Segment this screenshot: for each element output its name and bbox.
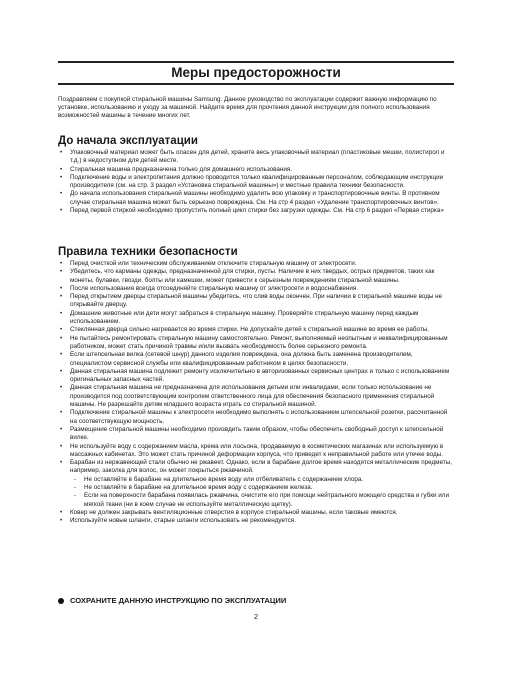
list-item: • После использования всегда отсоединяйте стиральную машину от электросети и водоснабжения. — [58, 285, 454, 293]
list-item: • Используйте новые шланги, старые шланги использовать не рекомендуется. — [58, 517, 454, 525]
sub-list-item: - Не оставляйте в барабане на длительное время воду или отбеливатель с содержанием хлора. — [74, 476, 454, 484]
list-item: • Ковер не должен закрывать вентиляционные отверстия в корпусе стиральной машины, если таковые имеются. — [58, 509, 454, 517]
list-item: • Не используйте воду с содержанием масла, крема или лосьона, продаваемую в косметических магазинах или используемую в массажных кабинетах. Это может стать причиной деформации корпуса, что приведет к неправильной работе или утечке воды. — [58, 443, 454, 460]
page-number: 2 — [253, 612, 259, 621]
list-item: • Перед первой стиркой необходимо пропустить полный цикл стирки без загрузки одежды. См. На стр 6 раздел «Первая стирка» — [58, 207, 454, 215]
list-item: • Подключение стиральной машины к электросети необходимо выполнять с использованием штепсельной розетки, рассчитанной на соответствующую мощность. — [58, 409, 454, 426]
list-item: • Стеклянная дверца сильно нагревается во время стирки. Не допускайте детей к стиральной машине во время ее работы. — [58, 326, 454, 334]
page-title: Меры предосторожности — [171, 65, 341, 80]
list-item: • Убедитесь, что карманы одежды, предназначенной для стирки, пусты. Наличие в них твердых, острых предметов, таких как монеты, булавки, гвозди, болты или камешки, может привести к серьезным повреждениям стиральной машины. — [58, 268, 454, 285]
list-item: • Стиральная машина предназначена только для домашнего использования. — [58, 166, 454, 174]
list-item: • Данная стиральная машина не предназначена для использования детьми или инвалидами, если только использование не производится под соответствующим контролем ответственного лица для обеспечения безопасного применения стиральной машины. Не разрешайте детям младшего возраста играть со стиральной машиной. — [58, 384, 454, 409]
sub-list — [70, 476, 454, 509]
bullet-dot-icon — [58, 598, 64, 604]
list-item: • Перед очисткой или техническим обслуживанием отключите стиральную машину от электросети. — [58, 260, 454, 268]
list-item: • Подключение воды и электропитания должно проводится только квалифицированным персоналом, соблюдающим инструкции производителя (см. на стр. 3 раздел «Установка стиральной машины») и местные правила техники безопасности. — [58, 174, 454, 191]
section-heading-before-use: До начала эксплуатации — [58, 135, 198, 147]
keep-instructions-note — [58, 596, 286, 606]
keep-instructions-text: СОХРАНИТЕ ДАННУЮ ИНСТРУКЦИЮ ПО ЭКСПЛУАТАЦИИ — [70, 596, 287, 605]
sub-list-item: - Если на поверхности барабана появилась ржавчина, очистите его при помощи нейтрального моющего средства и губки или мягкой ткани (ни в коем случае не используйте металлическую щетку). — [74, 492, 454, 509]
list-item: • До начала использования стиральной машины необходимо удалить всю упаковку и транспортировочные винты. В противном случае стиральная машина может быть серьезно повреждена. См. На стр 4 раздел «Удаление транспортировочных винтов». — [58, 190, 454, 207]
list-item: • Не пытайтесь ремонтировать стиральную машину самостоятельно. Ремонт, выполняемый неопытным и неквалифицированным работником, может стать причиной травмы и/или вызвать необходимость более серьезного ремонта. — [58, 335, 454, 352]
title-top-rule — [58, 61, 454, 63]
section-heading-safety-rules: Правила техники безопасности — [58, 246, 238, 258]
list-item: • Если штепсельная вилка (сетевой шнур) данного изделия повреждена, она должна быть заменена производителем, специалистом сервисной службы или квалифицированным работником в целях безопасности. — [58, 351, 454, 368]
title-bottom-rule — [58, 83, 454, 85]
list-item: • Перед открытием дверцы стиральной машины убедитесь, что слив воды окончен. При наличии в стиральной машине воды не открывайте дверцу. — [58, 293, 454, 310]
sub-list-item: - Не оставляйте в барабане на длительное время воду с содержанием железа. — [74, 484, 454, 492]
list-item: • Домашние животные или дети могут забраться в стиральную машину. Проверяйте стиральную машину перед каждым использованием. — [58, 310, 454, 327]
before-use-list — [58, 149, 454, 215]
list-item-text: Барабан из нержавеющей стали обычно не ржавеет. Однако, если в барабане долгое время находятся металлические предметы, например, заколка для волос, он может покрыться ржавчиной. — [70, 459, 452, 475]
list-item: • Данная стиральная машина подлежит ремонту исключительно в авторизованных сервисных центрах и только с использованием оригинальных запасных частей. — [58, 368, 454, 385]
list-item-with-subitems — [58, 459, 454, 509]
safety-rules-list — [58, 260, 454, 526]
list-item: • Размещение стиральной машины необходимо произвдить таким образом, чтобы обеспечить свободный доступ к штепсельной вилке. — [58, 426, 454, 443]
intro-paragraph: Поздравляем с покупкой стиральной машины Samsung. Данное руководство по эксплуатации содержит важную информацию по установке, использованию и уходу за машиной. Найдите время для прочтения данной инструкции для полного использования возможностей машины в течение многих лет. — [58, 96, 437, 120]
list-item: • Упаковочный материал может быть опасен для детей, храните весь упаковочный материал (пластиковые мешки, полистирол и т.д.) в недоступном для детей месте. — [58, 149, 454, 166]
